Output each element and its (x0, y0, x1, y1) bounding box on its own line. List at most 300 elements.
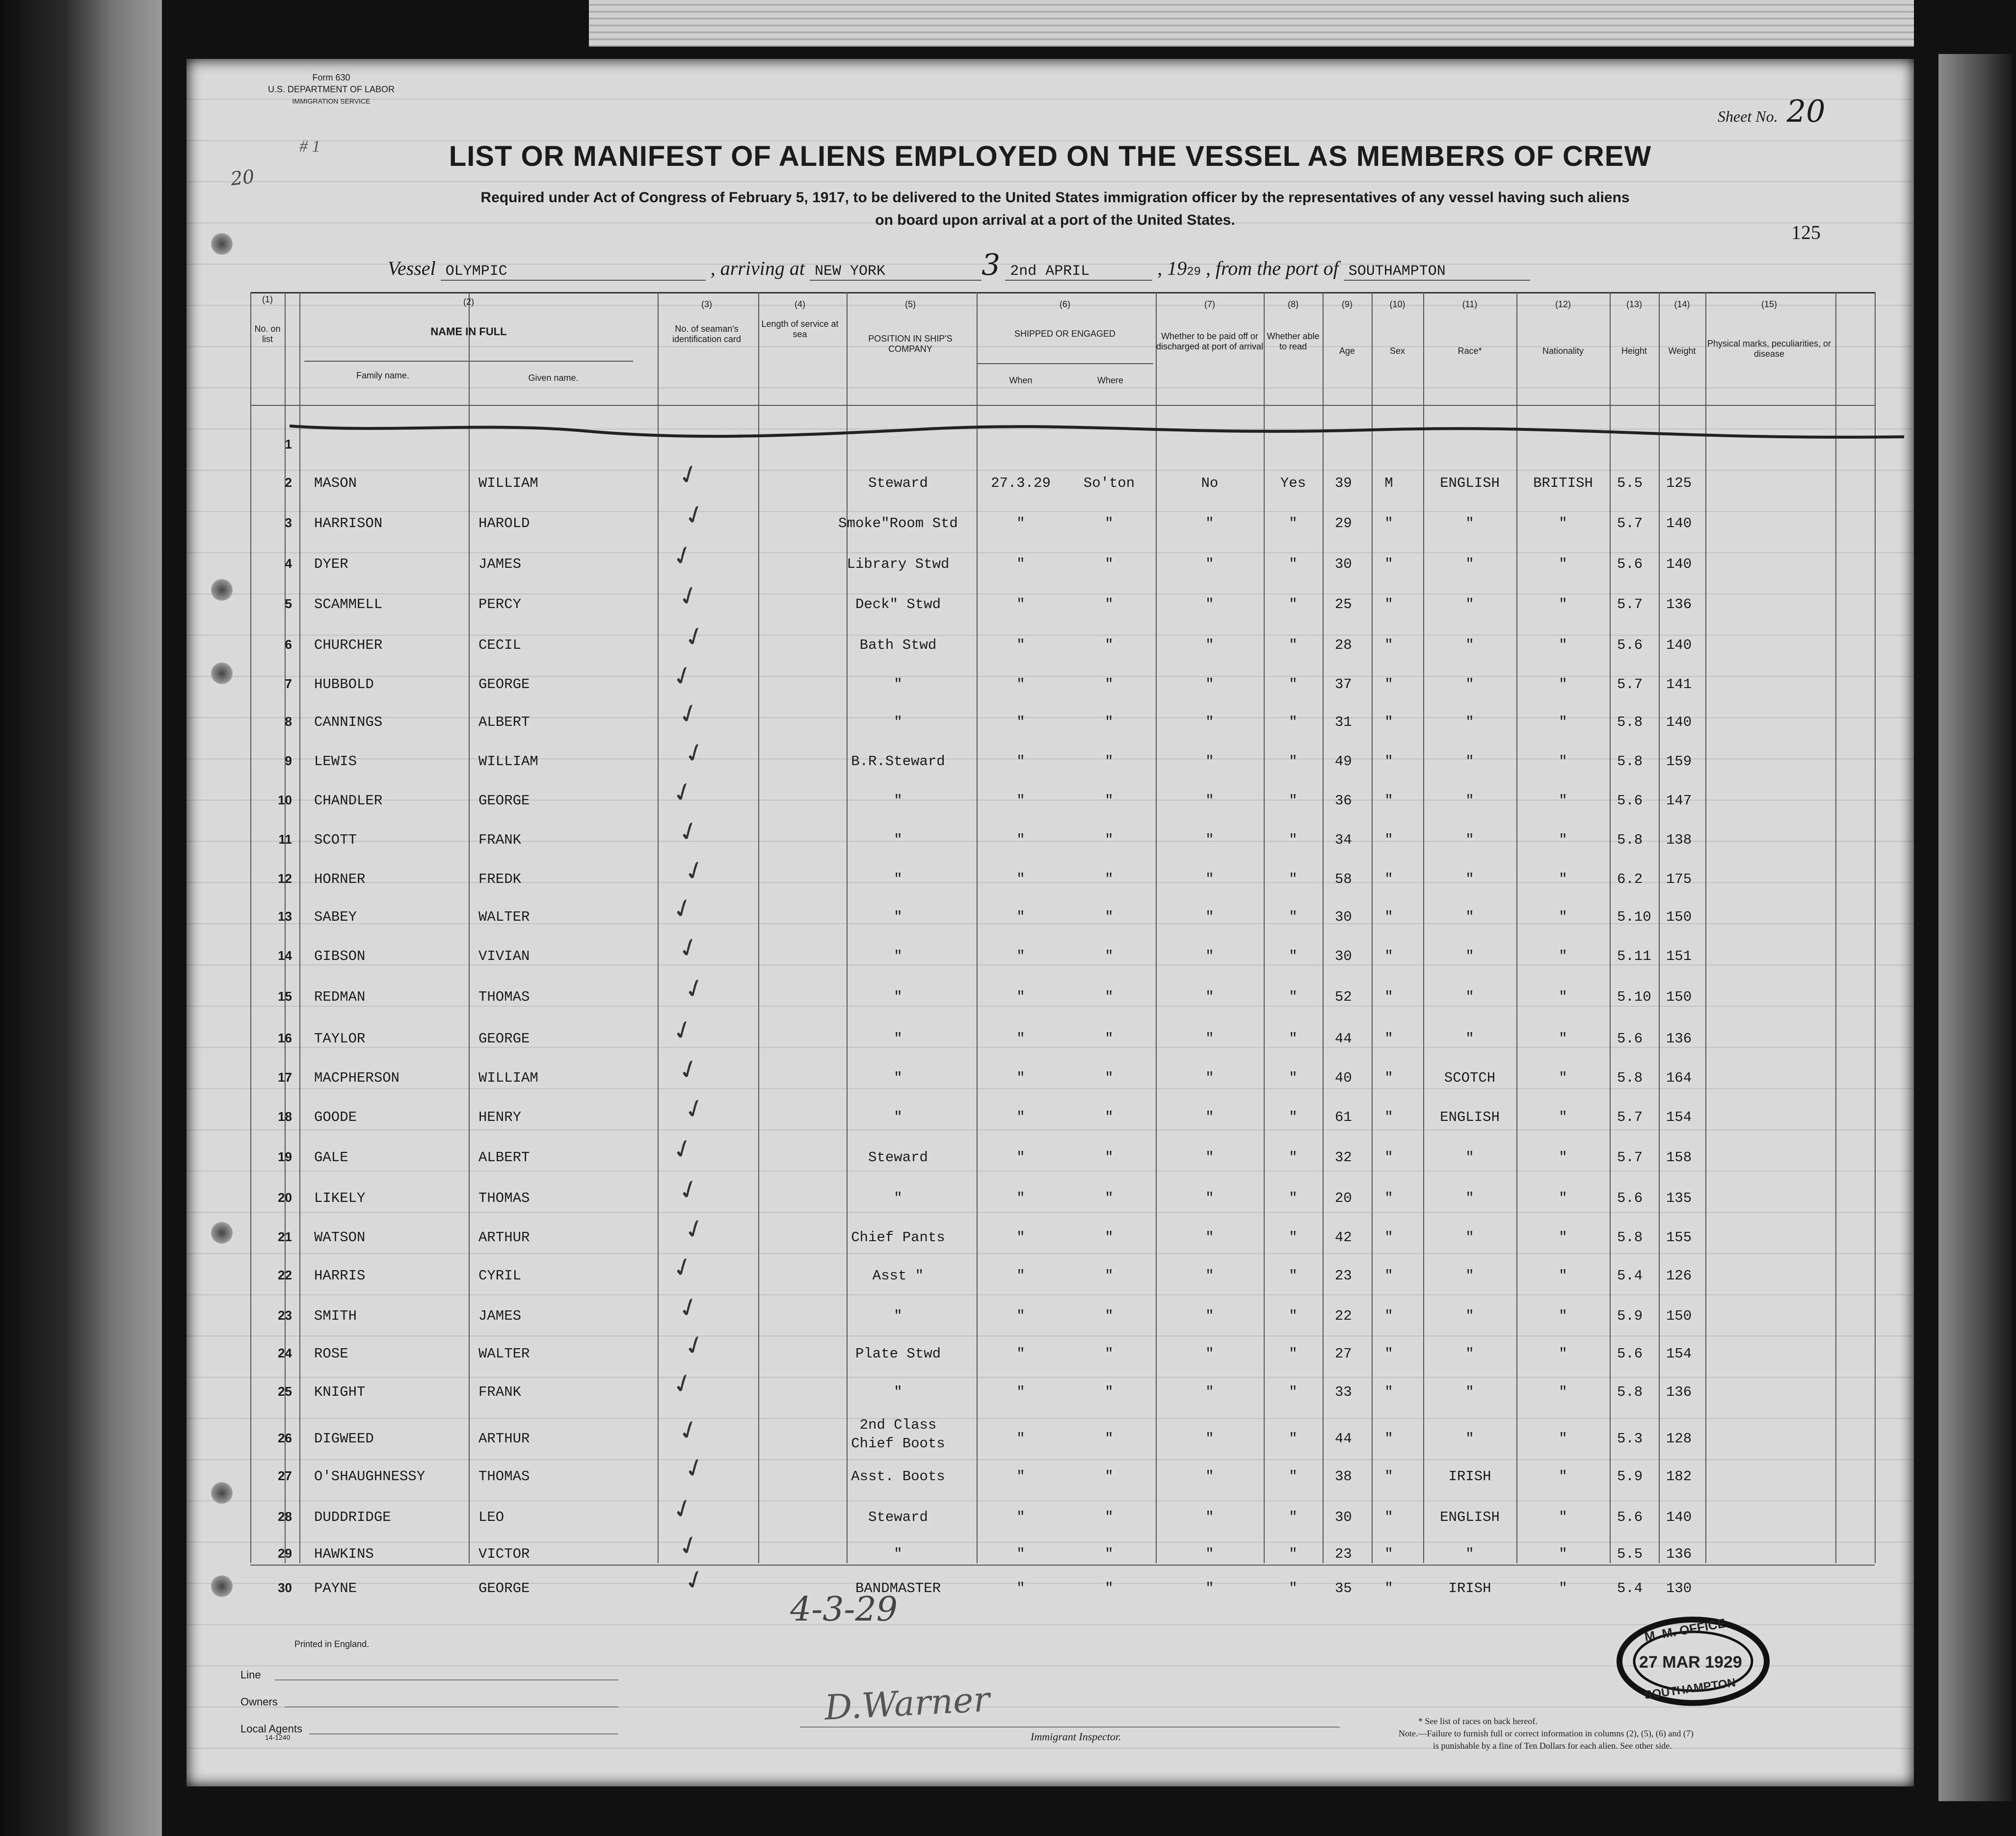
stamp-bottom: SOUTHAMPTON (1643, 1676, 1737, 1702)
cell-race: " (1465, 1431, 1474, 1447)
cell-position: " (894, 1384, 902, 1400)
cell-where: " (1105, 1580, 1114, 1597)
cell-when: " (1016, 1268, 1025, 1284)
cell-family: GOODE (314, 1109, 357, 1125)
col-num-15: (15) (1761, 299, 1777, 309)
cell-height: 5.11 (1617, 948, 1651, 964)
cell-race: " (1465, 909, 1474, 925)
agents-rule (309, 1733, 618, 1734)
cell-weight: 136 (1666, 1384, 1692, 1400)
header-seaman-card: No. of seaman's identification card (672, 324, 742, 344)
cell-read: " (1289, 1109, 1298, 1125)
cell-position: " (894, 1070, 902, 1086)
cell-given: HENRY (478, 1109, 522, 1125)
cell-sex: " (1384, 556, 1393, 572)
header-age: Age (1339, 346, 1355, 356)
cell-sex: " (1384, 1546, 1393, 1562)
cell-nat: " (1559, 1109, 1567, 1125)
cell-height: 5.4 (1617, 1580, 1643, 1597)
cell-nat: " (1559, 1268, 1567, 1284)
cell-weight: 154 (1666, 1346, 1692, 1362)
cell-weight: 159 (1666, 753, 1692, 770)
cell-race: " (1465, 714, 1474, 730)
cell-paid: " (1205, 989, 1214, 1005)
header-where: Where (1097, 375, 1123, 385)
cell-when: " (1016, 1229, 1025, 1246)
cell-nat: " (1559, 596, 1567, 612)
cell-sex: " (1384, 1070, 1393, 1086)
cell-paid: " (1205, 1546, 1214, 1562)
check-mark-icon: ✓ (668, 538, 698, 574)
column-rule (977, 292, 978, 1563)
cell-where: " (1105, 637, 1114, 653)
cell-no: 6 (285, 637, 292, 652)
cell-sex: " (1384, 1346, 1393, 1362)
cell-given: GEORGE (478, 1031, 530, 1047)
cell-paid: " (1205, 1384, 1214, 1400)
cell-read: " (1289, 1580, 1298, 1597)
cell-read: " (1289, 1431, 1298, 1447)
cell-nat: " (1559, 753, 1567, 770)
cell-weight: 150 (1666, 909, 1692, 925)
cell-when: " (1016, 515, 1025, 532)
cell-family: LEWIS (314, 753, 357, 770)
cell-race: ENGLISH (1440, 475, 1500, 491)
column-rule (1323, 292, 1324, 1563)
cell-given: CYRIL (478, 1268, 522, 1284)
cell-when: " (1016, 909, 1025, 925)
cell-weight: 140 (1666, 714, 1692, 730)
cell-age: 22 (1335, 1308, 1352, 1324)
cell-family: CHURCHER (314, 637, 383, 653)
cell-when: " (1016, 793, 1025, 809)
cell-nat: " (1559, 793, 1567, 809)
row-1-scribble (290, 422, 1904, 442)
cell-sex: " (1384, 515, 1393, 532)
cell-sex: " (1384, 909, 1393, 925)
cell-when: " (1016, 1546, 1025, 1562)
check-mark-icon: ✓ (668, 1491, 698, 1527)
cell-read: " (1289, 909, 1298, 925)
cell-position: BANDMASTER (855, 1580, 941, 1597)
cell-where: " (1105, 1431, 1114, 1447)
col-num-8: (8) (1288, 299, 1299, 309)
note-line-1: Note.—Failure to furnish full or correct information in columns (2), (5), (6) and (7) (1399, 1729, 1694, 1738)
cell-weight: 126 (1666, 1268, 1692, 1284)
owners-rule (285, 1706, 618, 1707)
cell-no: 25 (278, 1384, 292, 1399)
cell-position: " (894, 676, 902, 692)
cell-position: Bath Stwd (859, 637, 937, 653)
cell-weight: 140 (1666, 556, 1692, 572)
cell-paid: " (1205, 1031, 1214, 1047)
cell-given: HAROLD (478, 515, 530, 532)
cell-no: 30 (278, 1580, 292, 1595)
cell-where: " (1105, 909, 1114, 925)
arrival-date: 2nd APRIL (1005, 263, 1152, 281)
cell-age: 61 (1335, 1109, 1352, 1125)
col-num-11: (11) (1462, 299, 1478, 309)
cell-paid: " (1205, 1308, 1214, 1324)
cell-height: 5.6 (1617, 556, 1643, 572)
cell-given: ALBERT (478, 1149, 530, 1166)
check-mark-icon: ✓ (674, 1413, 704, 1448)
cell-no: 16 (278, 1031, 292, 1045)
cell-height: 5.7 (1617, 676, 1643, 692)
cell-paid: " (1205, 556, 1214, 572)
column-rule (1423, 292, 1424, 1563)
cell-read: " (1289, 1308, 1298, 1324)
cell-read: " (1289, 793, 1298, 809)
cell-race: IRISH (1448, 1468, 1491, 1485)
cell-family: HUBBOLD (314, 676, 374, 692)
cell-sex: " (1384, 1149, 1393, 1166)
header-paid-off: Whether to be paid off or discharged at port of arrival (1156, 331, 1264, 351)
cell-family: SABEY (314, 909, 357, 925)
cell-age: 30 (1335, 948, 1352, 964)
cell-race: " (1465, 1384, 1474, 1400)
cell-no: 28 (278, 1509, 292, 1524)
cell-height: 5.10 (1617, 989, 1651, 1005)
cell-age: 39 (1335, 475, 1352, 491)
cell-nat: " (1559, 1308, 1567, 1324)
arrival-year: 29 (1187, 266, 1201, 279)
header-sex: Sex (1389, 346, 1406, 356)
cell-weight: 138 (1666, 832, 1692, 848)
arriving-label: , arriving at (710, 257, 805, 279)
cell-where: " (1105, 1509, 1114, 1525)
col-num-13: (13) (1626, 299, 1642, 309)
cell-where: " (1105, 989, 1114, 1005)
cell-when: " (1016, 1308, 1025, 1324)
cell-height: 5.7 (1617, 596, 1643, 612)
cell-weight: 140 (1666, 515, 1692, 532)
cell-read: " (1289, 948, 1298, 964)
cell-age: 58 (1335, 871, 1352, 887)
cell-height: 5.8 (1617, 1384, 1643, 1400)
cell-height: 5.6 (1617, 1346, 1643, 1362)
cell-paid: " (1205, 1468, 1214, 1485)
cell-sex: " (1384, 1268, 1393, 1284)
subtitle-line-2: on board upon arrival at a port of the United States. (875, 212, 1235, 228)
cell-weight: 128 (1666, 1431, 1692, 1447)
header-position: POSITION IN SHIP'S COMPANY (868, 334, 953, 354)
cell-sex: " (1384, 832, 1393, 848)
cell-when: " (1016, 989, 1025, 1005)
column-rule (1659, 292, 1660, 1563)
cell-paid: " (1205, 1109, 1214, 1125)
cell-age: 23 (1335, 1268, 1352, 1284)
check-mark-icon: ✓ (668, 775, 698, 810)
cell-read: " (1289, 714, 1298, 730)
cell-no: 15 (278, 989, 292, 1004)
cell-family: SMITH (314, 1308, 357, 1324)
cell-age: 44 (1335, 1431, 1352, 1447)
cell-when: " (1016, 1431, 1025, 1447)
cell-given: WILLIAM (478, 1070, 538, 1086)
punch-hole (211, 579, 233, 601)
cell-race: " (1465, 1229, 1474, 1246)
cell-nat: " (1559, 1229, 1567, 1246)
cell-position: " (894, 714, 902, 730)
cell-nat: " (1559, 1384, 1567, 1400)
cell-when: " (1016, 556, 1025, 572)
cell-paid: " (1205, 1346, 1214, 1362)
cell-where: So'ton (1083, 475, 1135, 491)
cell-age: 52 (1335, 989, 1352, 1005)
cell-given: FRANK (478, 832, 522, 848)
sheet-number-value: 20 (1786, 93, 1826, 129)
cell-height: 6.2 (1617, 871, 1643, 887)
cell-where: " (1105, 1190, 1114, 1206)
cell-family: TAYLOR (314, 1031, 366, 1047)
cell-paid: " (1205, 1268, 1214, 1284)
cell-given: THOMAS (478, 989, 530, 1005)
cell-race: IRISH (1448, 1580, 1491, 1597)
cell-position: Plate Stwd (855, 1346, 941, 1362)
cell-paid: " (1205, 1070, 1214, 1086)
service: IMMIGRATION SERVICE (292, 97, 371, 105)
column-rule (299, 292, 300, 1563)
cell-paid: " (1205, 909, 1214, 925)
cell-read: " (1289, 1468, 1298, 1485)
cell-nat: " (1559, 556, 1567, 572)
cell-position: B.R.Steward (851, 753, 945, 770)
cell-family: MASON (314, 475, 357, 491)
cell-nat: " (1559, 1190, 1567, 1206)
cell-height: 5.5 (1617, 475, 1643, 491)
cell-family: ROSE (314, 1346, 348, 1362)
check-mark-icon: ✓ (674, 1172, 704, 1208)
cell-read: " (1289, 1509, 1298, 1525)
page-title: LIST OR MANIFEST OF ALIENS EMPLOYED ON THE VESSEL AS MEMBERS OF CREW (449, 140, 1652, 172)
cell-no: 18 (278, 1109, 292, 1124)
column-rule (1372, 292, 1373, 1563)
cell-given: GEORGE (478, 793, 530, 809)
cell-no: 14 (278, 948, 292, 963)
cell-height: 5.6 (1617, 1031, 1643, 1047)
column-rule (847, 292, 848, 1563)
from-port: SOUTHAMPTON (1344, 263, 1530, 281)
cell-position: Asst. Boots (851, 1468, 945, 1485)
cell-height: 5.8 (1617, 753, 1643, 770)
inspector-signature: D.Warner (823, 1679, 991, 1728)
department: U.S. DEPARTMENT OF LABOR (267, 84, 395, 94)
check-mark-icon: ✓ (680, 853, 710, 889)
cell-where: " (1105, 1031, 1114, 1047)
cell-height: 5.9 (1617, 1308, 1643, 1324)
cell-no: 22 (278, 1268, 292, 1282)
cell-height: 5.8 (1617, 714, 1643, 730)
office-stamp (1615, 1615, 1772, 1708)
printed-in: Printed in England. (294, 1639, 370, 1649)
cell-weight: 164 (1666, 1070, 1692, 1086)
cell-race: " (1465, 556, 1474, 572)
cell-family: DUDDRIDGE (314, 1509, 391, 1525)
cell-nat: " (1559, 871, 1567, 887)
header-when: When (1009, 375, 1033, 385)
cell-weight: 175 (1666, 871, 1692, 887)
cell-race: " (1465, 871, 1474, 887)
cell-height: 5.6 (1617, 1190, 1643, 1206)
cell-when: " (1016, 1031, 1025, 1047)
cell-sex: " (1384, 1109, 1393, 1125)
cell-sex: " (1384, 793, 1393, 809)
cell-position: " (894, 1031, 902, 1047)
col-num-12: (12) (1555, 299, 1571, 309)
cell-race: " (1465, 1149, 1474, 1166)
col-num-7: (7) (1204, 299, 1215, 309)
cell-age: 40 (1335, 1070, 1352, 1086)
vessel-line (388, 248, 1791, 282)
cell-height: 5.8 (1617, 832, 1643, 848)
cell-weight: 125 (1666, 475, 1692, 491)
cell-position: " (894, 1190, 902, 1206)
cell-height: 5.3 (1617, 1431, 1643, 1447)
cell-family: SCOTT (314, 832, 357, 848)
cell-race: ENGLISH (1440, 1509, 1500, 1525)
col-num-2: (2) (463, 297, 474, 307)
cell-paid: " (1205, 515, 1214, 532)
cell-paid: " (1205, 1149, 1214, 1166)
column-rule (1875, 292, 1876, 1563)
cell-where: " (1105, 1384, 1114, 1400)
cell-position: Steward (868, 1509, 928, 1525)
cell-when: " (1016, 1149, 1025, 1166)
cell-no: 29 (278, 1546, 292, 1561)
cell-given: ARTHUR (478, 1431, 530, 1447)
cell-age: 38 (1335, 1468, 1352, 1485)
cell-read: " (1289, 753, 1298, 770)
cell-weight: 135 (1666, 1190, 1692, 1206)
year-label: , 19 (1157, 257, 1187, 279)
footer-note (1399, 1715, 1904, 1752)
cell-read: " (1289, 556, 1298, 572)
cell-no: 7 (285, 676, 292, 691)
corner-note: 20 (229, 165, 256, 190)
cell-nat: " (1559, 989, 1567, 1005)
check-mark-icon: ✓ (674, 457, 704, 493)
cell-race: " (1465, 989, 1474, 1005)
cell-when: " (1016, 1580, 1025, 1597)
note-line-2: is punishable by a fine of Ten Dollars for each alien. See other side. (1433, 1741, 1672, 1751)
cell-family: DYER (314, 556, 348, 572)
binder-spine (0, 0, 162, 1836)
cell-no: 20 (278, 1190, 292, 1205)
cell-no: 17 (278, 1070, 292, 1085)
cell-no: 27 (278, 1468, 292, 1483)
cell-when: " (1016, 1190, 1025, 1206)
cell-race: " (1465, 753, 1474, 770)
vessel-name: OLYMPIC (441, 263, 706, 281)
cell-position: Deck" Stwd (855, 596, 941, 612)
cell-where: " (1105, 793, 1114, 809)
cell-sex: " (1384, 948, 1393, 964)
cell-read: " (1289, 515, 1298, 532)
check-mark-icon: ✓ (680, 1451, 710, 1486)
vessel-label: Vessel (388, 257, 436, 279)
cell-nat: BRITISH (1533, 475, 1593, 491)
cell-age: 23 (1335, 1546, 1352, 1562)
check-mark-icon: ✓ (668, 1013, 698, 1048)
cell-read: " (1289, 1070, 1298, 1086)
cell-nat: " (1559, 909, 1567, 925)
header-length-service: Length of service at sea (761, 319, 839, 339)
col-num-14: (14) (1674, 299, 1690, 309)
cell-read: " (1289, 1546, 1298, 1562)
cell-no: 11 (278, 832, 292, 847)
stamp-top: M. M. OFFICE (1643, 1615, 1727, 1645)
column-rule (1264, 292, 1265, 1563)
cell-paid: " (1205, 948, 1214, 964)
cell-read: " (1289, 1268, 1298, 1284)
cell-race: " (1465, 1190, 1474, 1206)
cell-family: CANNINGS (314, 714, 383, 730)
header-nationality: Nationality (1542, 346, 1584, 356)
cell-given: JAMES (478, 1308, 522, 1324)
header-given-name: Given name. (528, 373, 579, 383)
cell-sex: " (1384, 596, 1393, 612)
cell-family: GIBSON (314, 948, 366, 964)
cell-position: " (894, 1546, 902, 1562)
cell-read: " (1289, 871, 1298, 887)
inspector-label: Immigrant Inspector. (1031, 1730, 1121, 1743)
cell-family: REDMAN (314, 989, 366, 1005)
cell-sex: " (1384, 714, 1393, 730)
cell-position: Smoke"Room Std (838, 515, 958, 532)
column-rule (1835, 292, 1836, 1563)
page-stack-edge (589, 0, 1914, 47)
cell-nat: " (1559, 1031, 1567, 1047)
cell-no: 13 (278, 909, 292, 924)
cell-weight: 154 (1666, 1109, 1692, 1125)
cell-no: 8 (285, 714, 292, 729)
cell-race: " (1465, 1308, 1474, 1324)
cell-when: " (1016, 871, 1025, 887)
form-number: Form 630 (312, 73, 350, 82)
cell-paid: " (1205, 1509, 1214, 1525)
cell-nat: " (1559, 1346, 1567, 1362)
cell-height: 5.8 (1617, 1070, 1643, 1086)
cell-age: 30 (1335, 556, 1352, 572)
cell-read: " (1289, 1031, 1298, 1047)
cell-paid: " (1205, 793, 1214, 809)
cell-age: 37 (1335, 676, 1352, 692)
punch-hole (211, 1575, 233, 1597)
cell-paid: " (1205, 1431, 1214, 1447)
cell-read: " (1289, 637, 1298, 653)
cell-where: " (1105, 1308, 1114, 1324)
check-mark-icon: ✓ (668, 1250, 698, 1285)
cell-nat: " (1559, 1070, 1567, 1086)
from-label: , from the port of (1206, 257, 1339, 279)
cell-family: HARRIS (314, 1268, 366, 1284)
cell-when: " (1016, 1109, 1025, 1125)
cell-read: Yes (1280, 475, 1306, 491)
cell-no: 5 (285, 596, 292, 611)
cell-age: 27 (1335, 1346, 1352, 1362)
cell-sex: " (1384, 676, 1393, 692)
cell-when: " (1016, 832, 1025, 848)
cell-read: " (1289, 832, 1298, 848)
cell-height: 5.7 (1617, 1149, 1643, 1166)
column-rule (250, 292, 251, 1563)
backing-sheet (1938, 54, 2012, 1801)
cell-paid: " (1205, 714, 1214, 730)
cell-no: 1 (285, 437, 292, 452)
cell-given: WALTER (478, 1346, 530, 1362)
cell-age: 29 (1335, 515, 1352, 532)
